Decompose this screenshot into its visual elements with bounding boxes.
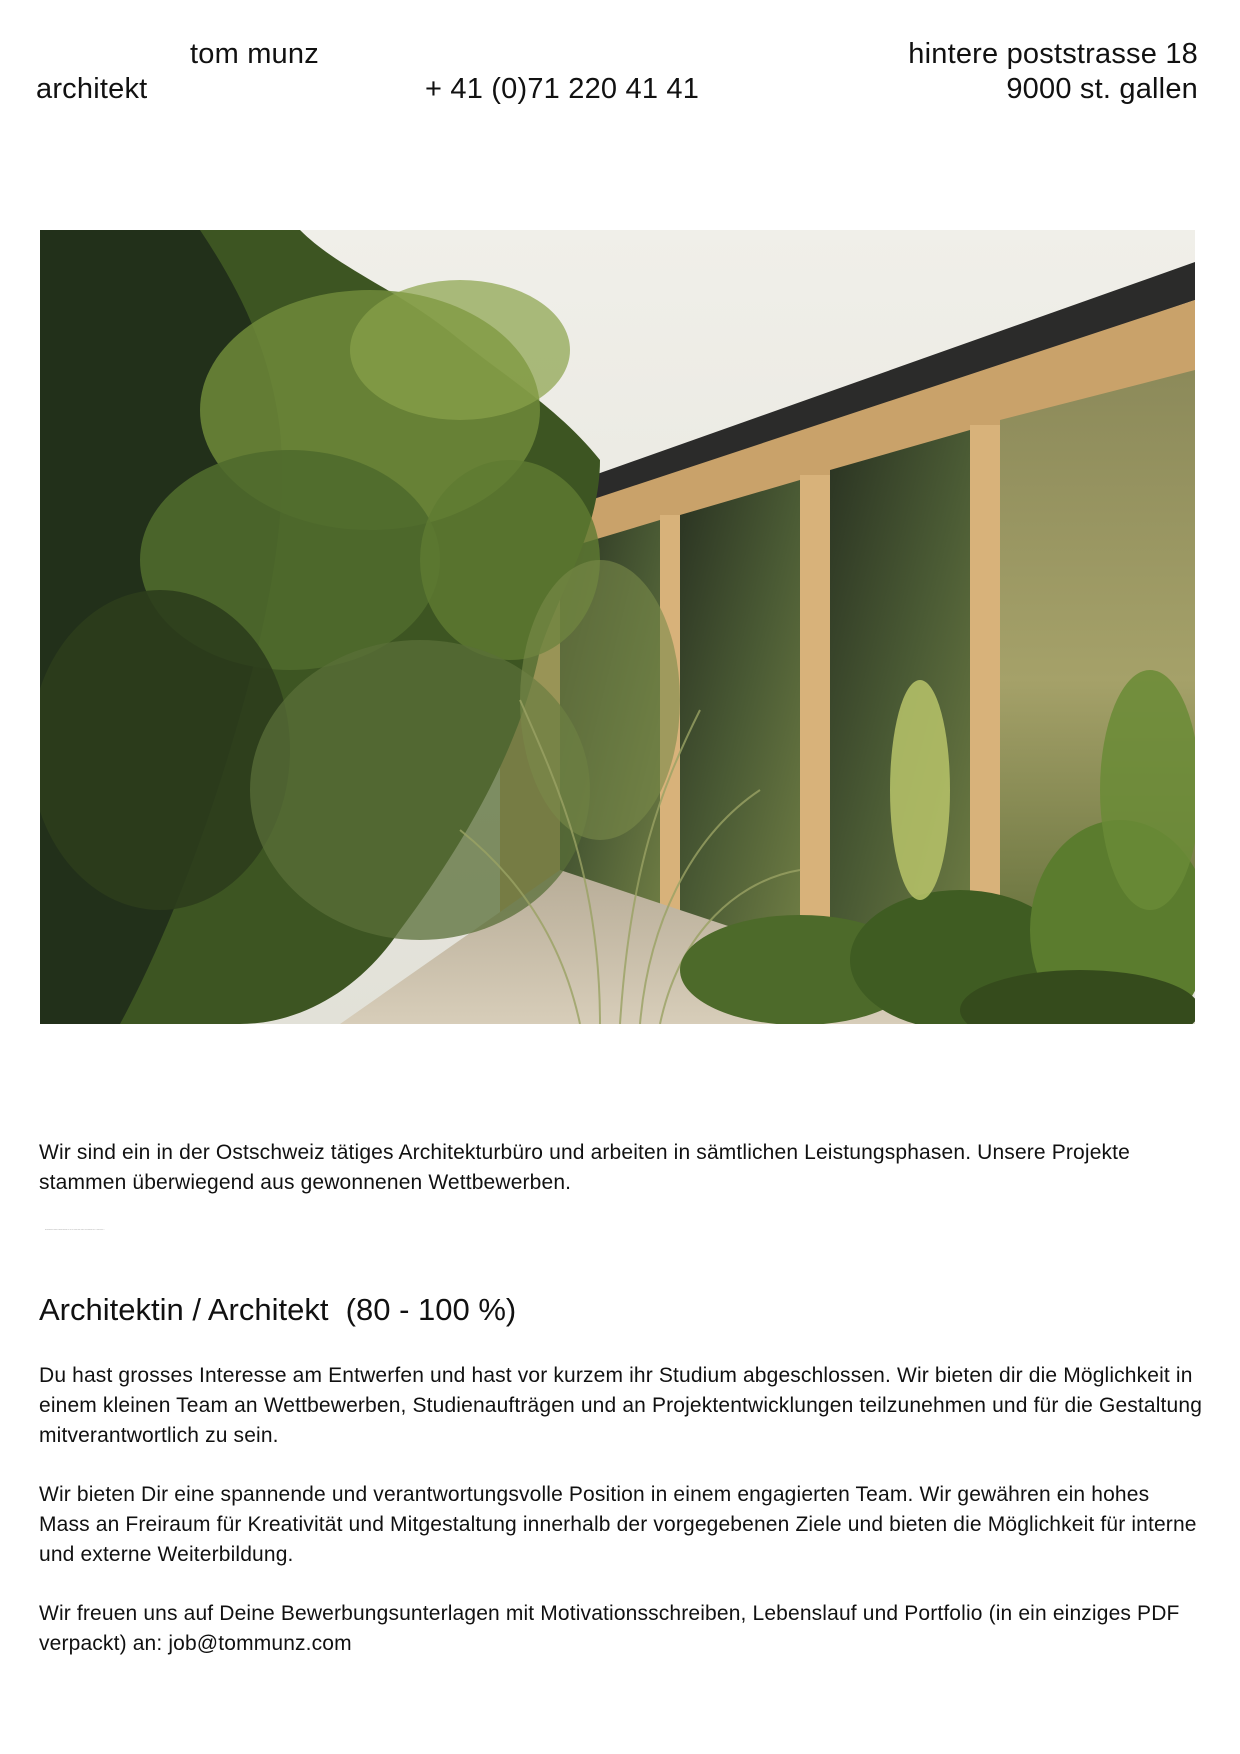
address-street: hintere poststrasse 18 (908, 38, 1198, 70)
search-sentence: Zur Ergänzung unseres Teams suchen wir für per sofort oder nach Vereinbarung eine/ n motivierte/ n (45, 1230, 105, 1231)
building-photo (40, 230, 1195, 1024)
firm-role: architekt (36, 73, 148, 105)
firm-name: tom munz (190, 38, 319, 70)
profile-paragraph: Du hast grosses Interesse am Entwerfen und hast vor kurzem ihr Studium abgeschlossen. Wir bieten dir die Möglichkeit in einem kleinen Team an Wettbewerben, Studienaufträgen und an Projektentwicklungen teilzunehmen und für die Gestaltung mitverantwortlich zu sein. (39, 1364, 1203, 1447)
job-title: Architektin / Architekt (80 - 100 %) (39, 1292, 517, 1327)
address-city: 9000 st. gallen (1006, 73, 1198, 105)
application-paragraph: Wir freuen uns auf Deine Bewerbungsunterlagen mit Motivationsschreiben, Lebenslauf und Portfolio (in ein einziges PDF verpackt) an: job@tommunz.com (39, 1602, 1180, 1655)
intro-paragraph: Wir sind ein in der Ostschweiz tätiges Architekturbüro und arbeiten in sämtlichen Leistungsphasen. Unsere Projekte stammen überwiegend aus gewonnenen Wettbewerben. (39, 1141, 1130, 1194)
phone-number[interactable]: + 41 (0)71 220 41 41 (425, 73, 700, 105)
window-center (830, 430, 970, 970)
offer-paragraph: Wir bieten Dir eine spannende und verantwortungsvolle Position in einem engagierten Team. Wir gewähren ein hohes Mass an Freiraum für Kreativität und Mitgestaltung innerhalb der vorgegebenen Ziele und bieten die Möglichkeit für interne und externe Weiterbildung. (39, 1483, 1197, 1566)
